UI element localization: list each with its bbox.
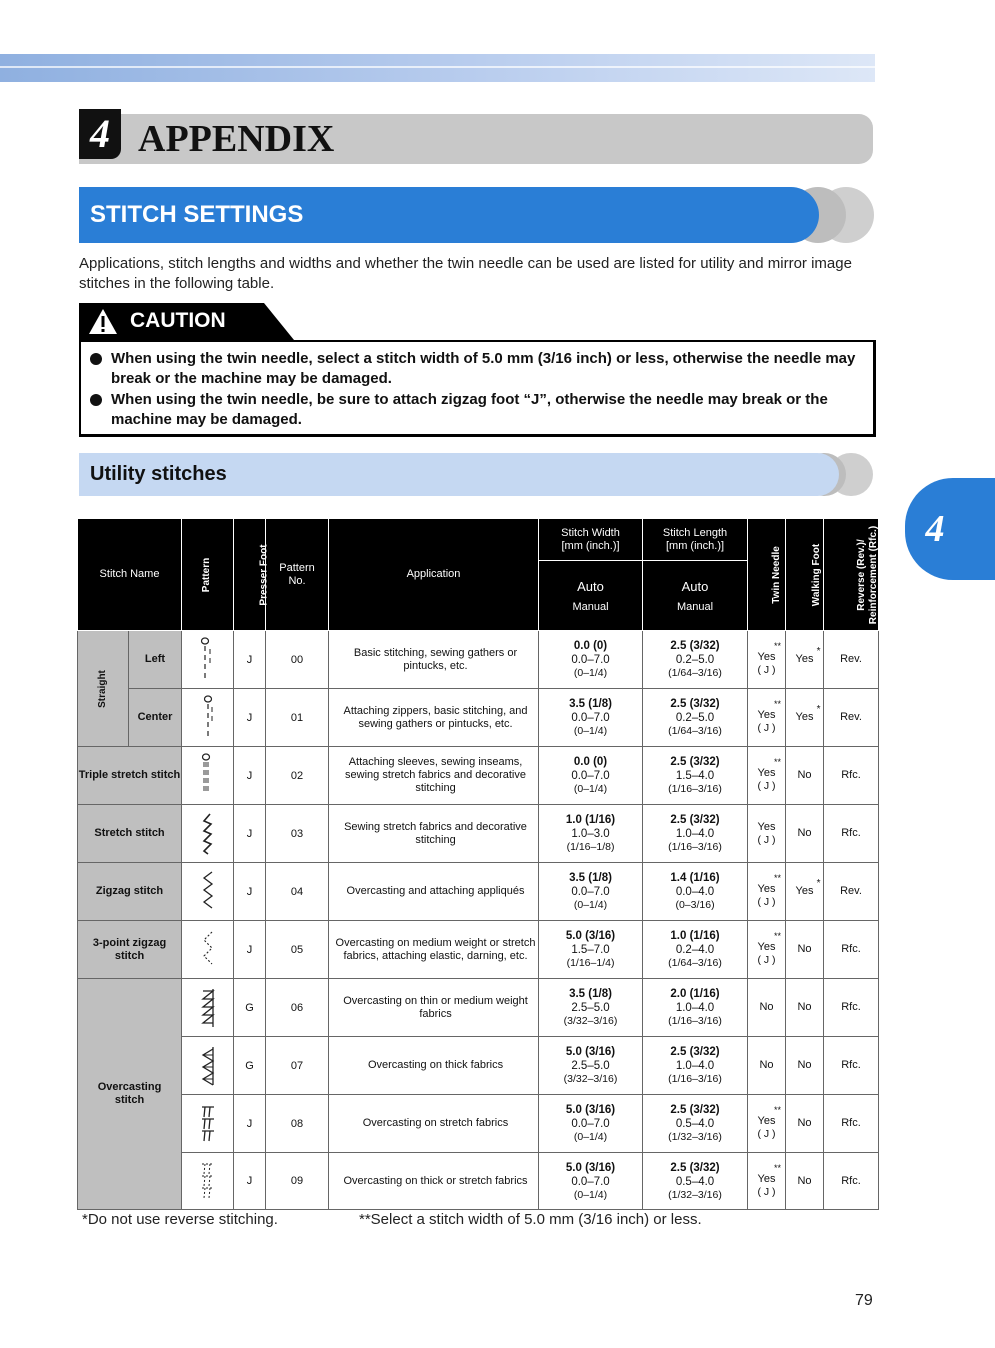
chapter-side-tab: 4	[905, 478, 995, 580]
twin-needle: ** Yes ( J )	[748, 921, 786, 979]
stitch-name: Stretch stitch	[78, 805, 182, 863]
stitch-length: 2.5 (3/32) 1.5–4.0 (1/16–3/16)	[643, 747, 748, 805]
presser-foot: J	[234, 631, 266, 689]
twin-needle: ** Yes ( J )	[748, 863, 786, 921]
chapter-title: APPENDIX	[138, 118, 335, 160]
presser-foot: J	[234, 805, 266, 863]
presser-foot: J	[234, 747, 266, 805]
reverse-reinforcement: Rfc.	[824, 1095, 879, 1153]
walking-foot: No	[786, 1153, 824, 1210]
header-twin-needle: Twin Needle	[748, 519, 786, 631]
stitch-width: 5.0 (3/16) 0.0–7.0 (0–1/4)	[539, 1153, 643, 1210]
overcasting-09-icon	[182, 1153, 234, 1210]
stitch-name: Triple stretch stitch	[78, 747, 182, 805]
reverse-reinforcement: Rfc.	[824, 979, 879, 1037]
table-row	[78, 805, 879, 863]
bullet-icon	[90, 394, 102, 406]
application: Basic stitching, sewing gathers or pintucks, etc.	[329, 631, 539, 689]
reverse-reinforcement: Rfc.	[824, 921, 879, 979]
twin-needle: ** Yes ( J )	[748, 631, 786, 689]
reverse-reinforcement: Rev.	[824, 631, 879, 689]
pattern-no: 06	[266, 979, 329, 1037]
application: Attaching sleeves, sewing inseams, sewing stretch fabrics and decorative stitching	[329, 747, 539, 805]
application: Overcasting on thick or stretch fabrics	[329, 1153, 539, 1210]
walking-foot: Yes *	[786, 689, 824, 747]
stitch-length: 2.5 (3/32) 0.5–4.0 (1/32–3/16)	[643, 1153, 748, 1210]
bullet-icon	[90, 353, 102, 365]
presser-foot: J	[234, 689, 266, 747]
application: Attaching zippers, basic stitching, and sewing gathers or pintucks, etc.	[329, 689, 539, 747]
pattern-no: 05	[266, 921, 329, 979]
group-overcasting: Overcasting stitch	[78, 979, 182, 1210]
header-stitch-width: Stitch Width [mm (inch.)]	[539, 519, 643, 561]
walking-foot: No	[786, 1095, 824, 1153]
header-reverse: Reverse (Rev.)/ Reinforcement (Rfc.) Stitching	[824, 519, 879, 631]
twin-needle: No	[748, 1037, 786, 1095]
table-row	[78, 689, 879, 747]
reverse-reinforcement: Rfc.	[824, 1153, 879, 1210]
stretch-stitch-icon	[182, 805, 234, 863]
header-stitch-length: Stitch Length [mm (inch.)]	[643, 519, 748, 561]
stitch-name: 3-point zigzag stitch	[78, 921, 182, 979]
header-application: Application	[329, 519, 539, 631]
stitch-length: 2.5 (3/32) 0.5–4.0 (1/32–3/16)	[643, 1095, 748, 1153]
table-row	[78, 921, 879, 979]
reverse-reinforcement: Rfc.	[824, 747, 879, 805]
stitch-length: 2.5 (3/32) 1.0–4.0 (1/16–3/16)	[643, 1037, 748, 1095]
group-straight: Straight	[78, 631, 129, 747]
overcasting-06-icon	[182, 979, 234, 1037]
overcasting-07-icon	[182, 1037, 234, 1095]
stitch-width: 5.0 (3/16) 1.5–7.0 (1/16–1/4)	[539, 921, 643, 979]
application: Overcasting on thin or medium weight fabrics	[329, 979, 539, 1037]
presser-foot: J	[234, 921, 266, 979]
header-stitch-name: Stitch Name	[78, 519, 182, 631]
reverse-reinforcement: Rev.	[824, 689, 879, 747]
warning-icon	[88, 308, 118, 335]
walking-foot: No	[786, 747, 824, 805]
stitch-length: 2.5 (3/32) 1.0–4.0 (1/16–3/16)	[643, 805, 748, 863]
caution-label: CAUTION	[130, 309, 226, 332]
stitch-width: 5.0 (3/16) 0.0–7.0 (0–1/4)	[539, 1095, 643, 1153]
stitch-name: Center	[129, 689, 182, 747]
walking-foot: Yes *	[786, 863, 824, 921]
pattern-no: 04	[266, 863, 329, 921]
table-row	[78, 1095, 879, 1153]
table-row	[78, 979, 879, 1037]
stitch-length: 2.5 (3/32) 0.2–5.0 (1/64–3/16)	[643, 631, 748, 689]
footnote-double-asterisk: **Select a stitch width of 5.0 mm (3/16 inch) or less.	[359, 1211, 702, 1228]
caution-item: When using the twin needle, be sure to attach zigzag foot “J”, otherwise the needle may break or the machine may be damaged.	[90, 390, 860, 430]
header-pattern-no: Pattern No.	[266, 519, 329, 631]
header-presser-foot: Presser Foot	[234, 519, 266, 631]
walking-foot: Yes *	[786, 631, 824, 689]
pattern-no: 03	[266, 805, 329, 863]
chapter-number: 4	[79, 109, 121, 159]
application: Overcasting on medium weight or stretch fabrics, attaching elastic, darning, etc.	[329, 921, 539, 979]
table-row	[78, 863, 879, 921]
application: Overcasting on stretch fabrics	[329, 1095, 539, 1153]
pattern-no: 08	[266, 1095, 329, 1153]
stitch-width: 5.0 (3/16) 2.5–5.0 (3/32–3/16)	[539, 1037, 643, 1095]
walking-foot: No	[786, 979, 824, 1037]
triple-stretch-stitch-icon	[182, 747, 234, 805]
utility-stitch-table	[77, 518, 892, 1210]
straight-left-stitch-icon	[182, 631, 234, 689]
stitch-width: 3.5 (1/8) 2.5–5.0 (3/32–3/16)	[539, 979, 643, 1037]
table-row	[78, 1153, 879, 1210]
stitch-width: 3.5 (1/8) 0.0–7.0 (0–1/4)	[539, 863, 643, 921]
reverse-reinforcement: Rfc.	[824, 1037, 879, 1095]
pattern-no: 07	[266, 1037, 329, 1095]
pattern-no: 01	[266, 689, 329, 747]
table-row	[78, 631, 879, 689]
straight-center-stitch-icon	[182, 689, 234, 747]
stitch-width: 0.0 (0) 0.0–7.0 (0–1/4)	[539, 747, 643, 805]
overcasting-08-icon	[182, 1095, 234, 1153]
header-width-auto-manual: Auto Manual	[539, 561, 643, 631]
header-length-auto-manual: Auto Manual	[643, 561, 748, 631]
stitch-width: 3.5 (1/8) 0.0–7.0 (0–1/4)	[539, 689, 643, 747]
subsection-title: Utility stitches	[90, 463, 227, 485]
application: Overcasting on thick fabrics	[329, 1037, 539, 1095]
twin-needle: ** Yes ( J )	[748, 1153, 786, 1210]
header-walking-foot: Walking Foot	[786, 519, 824, 631]
stitch-width: 1.0 (1/16) 1.0–3.0 (1/16–1/8)	[539, 805, 643, 863]
stitch-length: 1.4 (1/16) 0.0–4.0 (0–3/16)	[643, 863, 748, 921]
three-point-zigzag-icon	[182, 921, 234, 979]
presser-foot: J	[234, 863, 266, 921]
stitch-length: 1.0 (1/16) 0.2–4.0 (1/64–3/16)	[643, 921, 748, 979]
pattern-no: 00	[266, 631, 329, 689]
pattern-no: 09	[266, 1153, 329, 1210]
section-title: STITCH SETTINGS	[90, 201, 304, 228]
twin-needle: ** Yes ( J )	[748, 689, 786, 747]
header-decor-bar	[0, 54, 875, 82]
walking-foot: No	[786, 921, 824, 979]
walking-foot: No	[786, 1037, 824, 1095]
twin-needle: No	[748, 979, 786, 1037]
application: Sewing stretch fabrics and decorative stitching	[329, 805, 539, 863]
header-pattern: Pattern	[182, 519, 234, 631]
stitch-name: Left	[129, 631, 182, 689]
twin-needle: ** Yes ( J )	[748, 1095, 786, 1153]
walking-foot: No	[786, 805, 824, 863]
reverse-reinforcement: Rev.	[824, 863, 879, 921]
twin-needle: ** Yes ( J )	[748, 747, 786, 805]
presser-foot: J	[234, 1095, 266, 1153]
presser-foot: G	[234, 1037, 266, 1095]
presser-foot: J	[234, 1153, 266, 1210]
twin-needle: Yes ( J )	[748, 805, 786, 863]
presser-foot: G	[234, 979, 266, 1037]
footnote-single-asterisk: *Do not use reverse stitching.	[82, 1211, 278, 1228]
stitch-name: Zigzag stitch	[78, 863, 182, 921]
table-row	[78, 747, 879, 805]
stitch-length: 2.0 (1/16) 1.0–4.0 (1/16–3/16)	[643, 979, 748, 1037]
page-number: 79	[855, 1292, 873, 1309]
stitch-length: 2.5 (3/32) 0.2–5.0 (1/64–3/16)	[643, 689, 748, 747]
zigzag-stitch-icon	[182, 863, 234, 921]
caution-item: When using the twin needle, select a stitch width of 5.0 mm (3/16 inch) or less, otherwise the needle may break or the machine may be damaged.	[90, 349, 860, 389]
application: Overcasting and attaching appliqués	[329, 863, 539, 921]
table-row	[78, 1037, 879, 1095]
pattern-no: 02	[266, 747, 329, 805]
reverse-reinforcement: Rfc.	[824, 805, 879, 863]
intro-paragraph: Applications, stitch lengths and widths and whether the twin needle can be used are listed for utility and mirror image stitches in the following table.	[79, 255, 852, 292]
stitch-width: 0.0 (0) 0.0–7.0 (0–1/4)	[539, 631, 643, 689]
